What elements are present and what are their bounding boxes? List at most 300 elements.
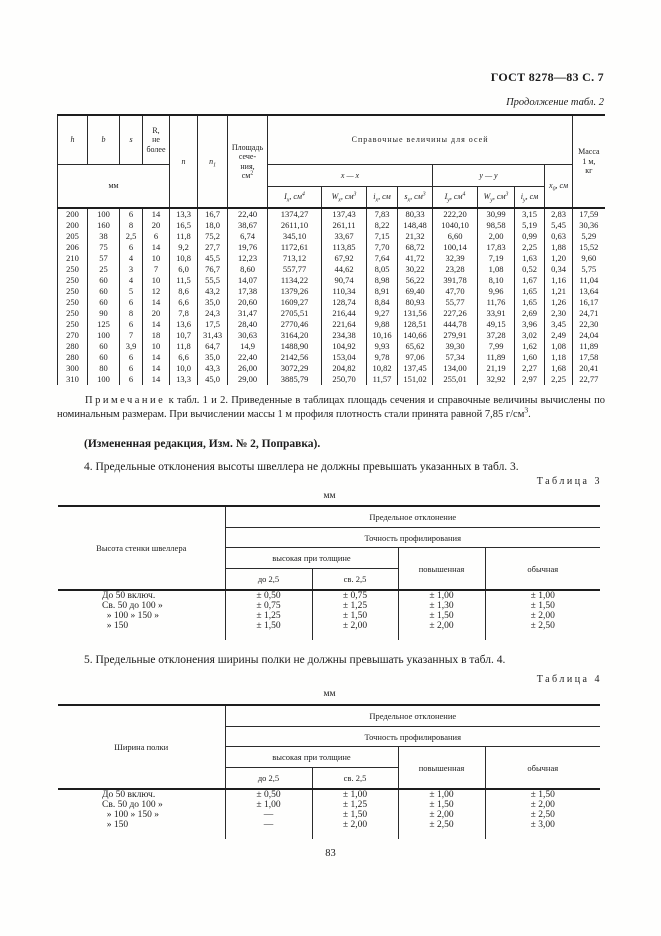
- cell: 10: [143, 253, 170, 264]
- cell: 160: [88, 220, 120, 231]
- table3-wrapper: [58, 505, 600, 640]
- col-header-b: b: [88, 115, 120, 165]
- col-header-mass: Масса 1 м, кг: [573, 115, 605, 208]
- cell: 11,89: [573, 341, 605, 352]
- cell: 60: [88, 352, 120, 363]
- cell: 250,70: [322, 374, 367, 385]
- cell: 28,40: [228, 319, 268, 330]
- cell: 14: [143, 297, 170, 308]
- cell: —: [225, 810, 312, 820]
- cell: 14: [143, 352, 170, 363]
- cell: 55,77: [433, 297, 478, 308]
- cell: ± 1,00: [485, 590, 600, 601]
- cell: 32,92: [478, 374, 515, 385]
- table2-header-row-1: [58, 115, 605, 165]
- cell: 713,12: [268, 253, 322, 264]
- cell: 131,56: [398, 308, 433, 319]
- cell: 15,52: [573, 242, 605, 253]
- cell: ± 2,50: [485, 810, 600, 820]
- cell: 17,5: [198, 319, 228, 330]
- cell: 2,25: [515, 242, 545, 253]
- cell: 13,3: [170, 374, 198, 385]
- cell: 7,15: [367, 231, 398, 242]
- cell: 33,91: [478, 308, 515, 319]
- row-label: Св. 50 до 100 »: [102, 601, 163, 611]
- table3-header: [58, 506, 600, 590]
- cell: 3164,20: [268, 330, 322, 341]
- cell: 26,00: [228, 363, 268, 374]
- cell: 7,8: [170, 308, 198, 319]
- cell: 222,20: [433, 208, 478, 220]
- table-row: [58, 611, 600, 621]
- cell: 9,27: [367, 308, 398, 319]
- cell: 38: [88, 231, 120, 242]
- row-label: До 50 включ.: [58, 789, 225, 800]
- col-header-Wy: $W_y$, $см^3$: [478, 187, 515, 209]
- col-header-Ix: $I_x$, $см^4$: [268, 187, 322, 209]
- cell: 6,60: [433, 231, 478, 242]
- cell: 8,05: [367, 264, 398, 275]
- cell: 60: [88, 286, 120, 297]
- cell: 2142,56: [268, 352, 322, 363]
- cell: 7: [143, 264, 170, 275]
- cell: 2705,51: [268, 308, 322, 319]
- cell: 6,6: [170, 297, 198, 308]
- table3-over-header: св. 2,5: [312, 569, 398, 591]
- cell: 1,08: [478, 264, 515, 275]
- table4-caption: Таблица 4: [536, 674, 602, 685]
- cell: 1172,61: [268, 242, 322, 253]
- table-row: [58, 220, 605, 231]
- cell: 57: [88, 253, 120, 264]
- cell: 444,78: [433, 319, 478, 330]
- cell: 206: [58, 242, 88, 253]
- cell: 3,45: [545, 319, 573, 330]
- cell: ± 2,00: [398, 810, 485, 820]
- cell: 47,70: [433, 286, 478, 297]
- cell: 221,64: [322, 319, 367, 330]
- cell: ± 1,50: [485, 601, 600, 611]
- cell: 10: [143, 275, 170, 286]
- cell: 11,8: [170, 341, 198, 352]
- cell: 153,04: [322, 352, 367, 363]
- cell: 280: [58, 341, 88, 352]
- cell: 2611,10: [268, 220, 322, 231]
- cell: 1,18: [545, 352, 573, 363]
- cell: 1,16: [545, 275, 573, 286]
- cell: 557,77: [268, 264, 322, 275]
- cell: 31,47: [228, 308, 268, 319]
- cell: —: [225, 820, 312, 839]
- table4-unit-label: мм: [323, 689, 336, 699]
- cell: 6: [120, 297, 143, 308]
- table-row: [58, 264, 605, 275]
- cell: ± 1,50: [398, 800, 485, 810]
- cell: 16,7: [198, 208, 228, 220]
- cell: 30,63: [228, 330, 268, 341]
- cell: ± 0,50: [225, 590, 312, 601]
- cell: ± 1,50: [225, 621, 312, 640]
- cell: 3072,29: [268, 363, 322, 374]
- cell: ± 0,75: [225, 601, 312, 611]
- cell: 24,3: [198, 308, 228, 319]
- table-continuation-label: Продолжение табл. 2: [506, 97, 604, 108]
- cell: 90: [88, 308, 120, 319]
- table-row: [58, 275, 605, 286]
- cell: 75: [88, 242, 120, 253]
- cell: 22,40: [228, 208, 268, 220]
- clause-4-text: 4. Предельные отклонения высоты швеллера не должны превышать указанных в табл. 3.: [84, 461, 519, 473]
- cell: 250: [58, 297, 88, 308]
- cell: 280: [58, 352, 88, 363]
- table4-upto-header: до 2,5: [225, 768, 312, 790]
- cell: 6,0: [170, 264, 198, 275]
- cell: 37,28: [478, 330, 515, 341]
- col-header-n1: $n_1$: [198, 115, 228, 208]
- cell: 20: [143, 308, 170, 319]
- cell: 6,74: [228, 231, 268, 242]
- cell: 1134,22: [268, 275, 322, 286]
- cell: 60: [88, 297, 120, 308]
- cell: 68,72: [398, 242, 433, 253]
- cell: 2,30: [545, 308, 573, 319]
- cell: ± 1,25: [312, 800, 398, 810]
- cell: 125: [88, 319, 120, 330]
- cell: 250: [58, 308, 88, 319]
- cell: 17,58: [573, 352, 605, 363]
- cell: 45,0: [198, 374, 228, 385]
- cell: 3,9: [120, 341, 143, 352]
- table3-accuracy-header: Точность профилирования: [225, 528, 600, 548]
- col-header-Wx: $W_x$, $см^3$: [322, 187, 367, 209]
- cell: 1379,26: [268, 286, 322, 297]
- cell: 1,65: [515, 286, 545, 297]
- cell: 300: [58, 363, 88, 374]
- cell: 12,23: [228, 253, 268, 264]
- cell: 2,69: [515, 308, 545, 319]
- cell: 35,0: [198, 352, 228, 363]
- cell: 8,84: [367, 297, 398, 308]
- cell: 9,88: [367, 319, 398, 330]
- cell: 7: [120, 330, 143, 341]
- cell: 24,04: [573, 330, 605, 341]
- table3-unit-label: мм: [323, 491, 336, 501]
- cell: 11,76: [478, 297, 515, 308]
- cell: 44,62: [322, 264, 367, 275]
- col-header-area: Площадь сече- ния, $см^2$: [228, 115, 268, 208]
- cell: 80,33: [398, 208, 433, 220]
- cell: 6: [120, 319, 143, 330]
- cell: 345,10: [268, 231, 322, 242]
- doc-number-header: ГОСТ 8278—83 С. 7: [490, 70, 604, 84]
- table4-increased-header: повышенная: [398, 747, 485, 790]
- col-header-iy: $i_y$, см: [515, 187, 545, 209]
- row-label: До 50 включ.: [58, 590, 225, 601]
- cell: 7,99: [478, 341, 515, 352]
- cell: 1,08: [545, 341, 573, 352]
- cell: 60: [88, 341, 120, 352]
- cell: 57,34: [433, 352, 478, 363]
- cell: 21,19: [478, 363, 515, 374]
- cell: 11,04: [573, 275, 605, 286]
- cell: 6: [143, 231, 170, 242]
- cell: 21,32: [398, 231, 433, 242]
- cell: 30,36: [573, 220, 605, 231]
- cell: ± 1,00: [398, 590, 485, 601]
- table-row: [58, 621, 600, 640]
- row-label: » 100 » 150 »: [102, 611, 159, 621]
- cell: 7,64: [367, 253, 398, 264]
- height-deviation-table: [58, 505, 600, 640]
- cell: 204,82: [322, 363, 367, 374]
- cell: 134,00: [433, 363, 478, 374]
- table-row: [58, 363, 605, 374]
- cell: 8,60: [228, 264, 268, 275]
- cell: ± 3,00: [485, 820, 600, 839]
- cell: 67,92: [322, 253, 367, 264]
- cell: 0,99: [515, 231, 545, 242]
- cell: 14: [143, 319, 170, 330]
- cell: 9,93: [367, 341, 398, 352]
- cell: 10,8: [170, 253, 198, 264]
- cell: 11,5: [170, 275, 198, 286]
- cell: 75,2: [198, 231, 228, 242]
- cell: 8,91: [367, 286, 398, 297]
- cell: 391,78: [433, 275, 478, 286]
- cell: ± 1,50: [312, 810, 398, 820]
- cell: 6: [120, 208, 143, 220]
- cell: ± 1,00: [312, 789, 398, 800]
- cell: 5,45: [545, 220, 573, 231]
- cell: 205: [58, 231, 88, 242]
- cell: 261,11: [322, 220, 367, 231]
- row-label: Св. 50 до 100 »: [102, 800, 163, 810]
- cell: ± 2,50: [398, 820, 485, 839]
- cell: 6: [120, 363, 143, 374]
- cell: 45,5: [198, 253, 228, 264]
- cell: 1488,90: [268, 341, 322, 352]
- cell: 1374,27: [268, 208, 322, 220]
- table3-body: [58, 590, 600, 640]
- table3-deviation-header: Предельное отклонение: [225, 506, 600, 528]
- table-row: [58, 319, 605, 330]
- cell: 2,49: [545, 330, 573, 341]
- cell: 35,0: [198, 297, 228, 308]
- cell: 10,7: [170, 330, 198, 341]
- cell: 13,3: [170, 208, 198, 220]
- cell: 9,78: [367, 352, 398, 363]
- cell: 8,10: [478, 275, 515, 286]
- cell: 100: [88, 330, 120, 341]
- cell: 0,63: [545, 231, 573, 242]
- cell: 8,22: [367, 220, 398, 231]
- cell: 151,02: [398, 374, 433, 385]
- table-row: [58, 800, 600, 810]
- cell: 18: [143, 330, 170, 341]
- table-row: [58, 590, 600, 601]
- cell: 1,63: [515, 253, 545, 264]
- row-label: » 150: [102, 820, 129, 830]
- cell: 2,5: [120, 231, 143, 242]
- cell: 24,71: [573, 308, 605, 319]
- cell: 310: [58, 374, 88, 385]
- cell: 5,75: [573, 264, 605, 275]
- table2-header-row-2: [58, 165, 605, 187]
- col-header-reference-values: Справочные величины для осей: [268, 115, 573, 165]
- cell: 1,65: [515, 297, 545, 308]
- col-header-Sx: $s_x$, $см^3$: [398, 187, 433, 209]
- cell: 2,97: [515, 374, 545, 385]
- cell: 100: [88, 208, 120, 220]
- cell: 1,88: [545, 242, 573, 253]
- cell: 43,2: [198, 286, 228, 297]
- table3-stub-header: Высота стенки швеллера: [58, 506, 225, 590]
- cell: ± 0,75: [312, 590, 398, 601]
- cell: 43,3: [198, 363, 228, 374]
- note-text: к табл. 1 и 2. Приведенные в таблицах площадь сечения и справочные величины вычислены по номинальным размерам. При вычислении массы 1 м профиля плотность стали принята равной 7,85 $г/см^3$.: [57, 395, 605, 420]
- cell: 65,62: [398, 341, 433, 352]
- cell: 13,6: [170, 319, 198, 330]
- table-row: [58, 231, 605, 242]
- cell: 30,22: [398, 264, 433, 275]
- table3-high-accuracy-header: высокая при толщине: [225, 548, 398, 569]
- table-row: [58, 308, 605, 319]
- cell: 30,99: [478, 208, 515, 220]
- table-row: [58, 601, 600, 611]
- table-row: [58, 253, 605, 264]
- cell: 2,25: [545, 374, 573, 385]
- cell: 1,20: [545, 253, 573, 264]
- cell: 38,67: [228, 220, 268, 231]
- col-header-s: s: [120, 115, 143, 165]
- cell: 5: [120, 286, 143, 297]
- cell: 19,76: [228, 242, 268, 253]
- cell: 22,77: [573, 374, 605, 385]
- cell: 0,52: [515, 264, 545, 275]
- cell: 100: [88, 374, 120, 385]
- cell: 6: [120, 352, 143, 363]
- cell: 1,60: [515, 352, 545, 363]
- note-paragraph: [57, 394, 605, 421]
- cell: 137,45: [398, 363, 433, 374]
- row-label: » 150: [102, 621, 129, 631]
- cell: 104,92: [322, 341, 367, 352]
- cell: 98,58: [478, 220, 515, 231]
- table-row: [58, 374, 605, 385]
- cell: 3,96: [515, 319, 545, 330]
- cell: 90,74: [322, 275, 367, 286]
- cell: 8: [120, 220, 143, 231]
- table2-header: [58, 115, 605, 208]
- cell: 234,38: [322, 330, 367, 341]
- cell: 250: [58, 286, 88, 297]
- cell: 17,38: [228, 286, 268, 297]
- cell: 10,0: [170, 363, 198, 374]
- table3-caption: Таблица 3: [536, 476, 602, 487]
- cell: 3,15: [515, 208, 545, 220]
- cell: ± 2,00: [485, 611, 600, 621]
- cell: 270: [58, 330, 88, 341]
- table4-header: [58, 705, 600, 789]
- cell: 16,17: [573, 297, 605, 308]
- cell: ± 1,00: [225, 800, 312, 810]
- cell: 6,6: [170, 352, 198, 363]
- cell: ± 1,50: [398, 611, 485, 621]
- cell: 27,7: [198, 242, 228, 253]
- table3-header-row-1: [58, 506, 600, 528]
- cell: 60: [88, 275, 120, 286]
- cell: 140,66: [398, 330, 433, 341]
- table-row: [58, 789, 600, 800]
- cell: 41,72: [398, 253, 433, 264]
- col-header-ix: $i_x$, см: [367, 187, 398, 209]
- cell: 148,48: [398, 220, 433, 231]
- cell: 20: [143, 220, 170, 231]
- cell: 17,59: [573, 208, 605, 220]
- cell: 255,01: [433, 374, 478, 385]
- cell: 279,91: [433, 330, 478, 341]
- cell: 14: [143, 208, 170, 220]
- cell: 7,83: [367, 208, 398, 220]
- table-row: [58, 242, 605, 253]
- cell: 137,43: [322, 208, 367, 220]
- col-header-n: n: [170, 115, 198, 208]
- cell: 22,30: [573, 319, 605, 330]
- cell: 2770,46: [268, 319, 322, 330]
- cell: 33,67: [322, 231, 367, 242]
- cell: 12: [143, 286, 170, 297]
- cell: 250: [58, 319, 88, 330]
- cell: 14: [143, 363, 170, 374]
- cell: 13,64: [573, 286, 605, 297]
- table-row: [58, 208, 605, 220]
- table-row: [58, 341, 605, 352]
- cell: 6: [120, 242, 143, 253]
- cell: 1,68: [545, 363, 573, 374]
- cell: 10,16: [367, 330, 398, 341]
- cell: ± 2,00: [312, 820, 398, 839]
- cell: 16,5: [170, 220, 198, 231]
- cell: 216,44: [322, 308, 367, 319]
- cell: 1040,10: [433, 220, 478, 231]
- cell: 80,93: [398, 297, 433, 308]
- cell: 250: [58, 275, 88, 286]
- page-number: 83: [325, 848, 336, 859]
- table4-stub-header: Ширина полки: [58, 705, 225, 789]
- row-label: » 100 » 150 »: [102, 810, 159, 820]
- table4-high-accuracy-header: высокая при толщине: [225, 747, 398, 768]
- cell: 9,60: [573, 253, 605, 264]
- col-header-x0: $x_0$, см: [545, 165, 573, 209]
- table4-deviation-header: Предельное отклонение: [225, 705, 600, 727]
- cell: 29,00: [228, 374, 268, 385]
- table-row: [58, 352, 605, 363]
- cell: 11,8: [170, 231, 198, 242]
- table3-upto-header: до 2,5: [225, 569, 312, 591]
- cell: 25: [88, 264, 120, 275]
- table4-normal-header: обычная: [485, 747, 600, 790]
- cell: 31,43: [198, 330, 228, 341]
- cell: 8: [120, 308, 143, 319]
- cell: 200: [58, 208, 88, 220]
- col-header-axis-yy: y — y: [433, 165, 545, 187]
- cell: 9,96: [478, 286, 515, 297]
- cell: ± 1,30: [398, 601, 485, 611]
- cell: 76,7: [198, 264, 228, 275]
- cell: ± 2,50: [485, 621, 600, 640]
- cell: 23,28: [433, 264, 478, 275]
- table-row: [58, 286, 605, 297]
